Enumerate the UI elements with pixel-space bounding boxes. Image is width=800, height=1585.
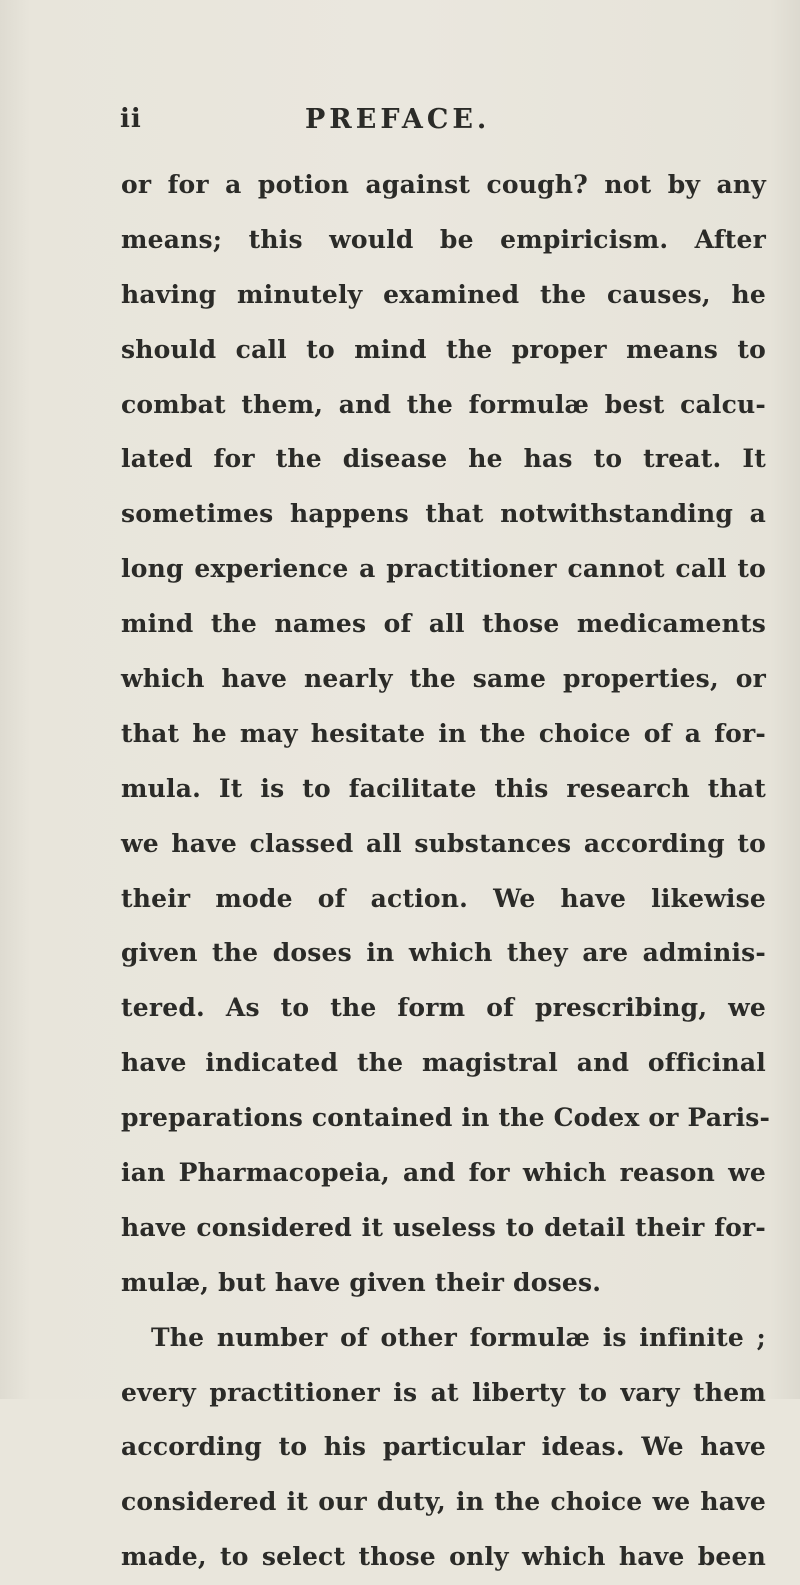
text-line: that he may hesitate in the choice of a for-: [121, 718, 766, 748]
text-line: given the doses in which they are adminis-: [121, 938, 766, 968]
text-line: which have nearly the same properties, or: [121, 664, 766, 694]
text-line: considered it our duty, in the choice we have: [121, 1487, 766, 1517]
text-line: should call to mind the proper means to: [121, 334, 766, 364]
text-line: having minutely examined the causes, he: [121, 279, 766, 309]
text-line: tered. As to the form of prescribing, we: [121, 993, 766, 1023]
page-header: [0, 104, 800, 144]
text-line: according to his particular ideas. We have: [121, 1432, 766, 1462]
paragraph-end-line: mulæ, but have given their doses.: [121, 1267, 602, 1297]
text-line: or for a potion against cough? not by any: [121, 170, 766, 199]
text-line: made, to select those only which have been: [121, 1542, 766, 1572]
running-head: PREFACE.: [305, 104, 491, 135]
text-line: means; this would be empiricism. After: [121, 224, 766, 254]
text-line: their mode of action. We have likewise: [121, 883, 766, 913]
text-line: sometimes happens that notwithstanding a: [121, 499, 766, 529]
body-text: [121, 158, 771, 1585]
text-line: mula. It is to facilitate this research that: [121, 773, 766, 803]
text-line: preparations contained in the Codex or Paris-: [121, 1103, 771, 1133]
text-line: ian Pharmacopeia, and for which reason we: [121, 1158, 766, 1188]
text-line: combat them, and the formulæ best calcu-: [121, 389, 766, 419]
text-line: have indicated the magistral and officinal: [121, 1048, 766, 1078]
text-line: mind the names of all those medicaments: [121, 609, 766, 639]
text-line: long experience a practitioner cannot call to: [121, 554, 766, 584]
text-line: we have classed all substances according to: [121, 828, 766, 858]
page-number: ii: [120, 104, 142, 134]
text-line: every practitioner is at liberty to vary them: [121, 1377, 766, 1407]
paragraph-start-line: The number of other formulæ is infinite ;: [151, 1322, 766, 1352]
text-line: lated for the disease he has to treat. It: [121, 444, 766, 474]
text-line: have considered it useless to detail their for-: [121, 1212, 766, 1242]
